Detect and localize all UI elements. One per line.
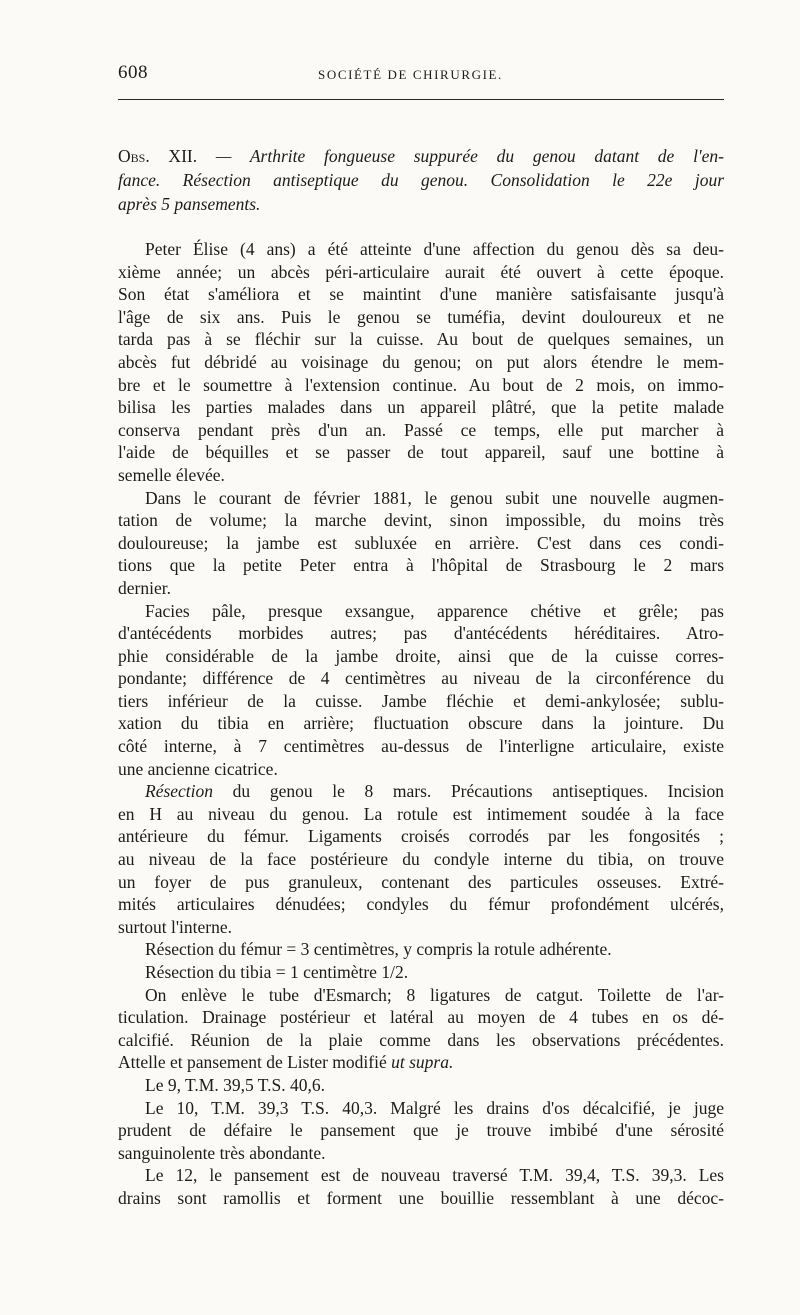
text-line: d'antécédents morbides autres; pas d'antécédents héréditaires. Atro-: [118, 623, 724, 644]
text-line: au niveau de la face postérieure du condyle interne du tibia, on trouve: [118, 849, 724, 870]
text-line: Le 10, T.M. 39,3 T.S. 40,3. Malgré les drains d'os décalcifié, je juge: [145, 1097, 724, 1118]
text-line: surtout l'interne.: [118, 916, 232, 937]
text-line: tions que la petite Peter entra à l'hôpital de Strasbourg le 2 mars: [118, 555, 724, 576]
text-line: prudent de défaire le pansement que je trouve imbibé d'une sérosité: [118, 1120, 724, 1141]
text-line: Le 12, le pansement est de nouveau traversé T.M. 39,4, T.S. 39,3. Les: [145, 1165, 724, 1186]
text-line: On enlève le tube d'Esmarch; 8 ligatures de catgut. Toilette de l'ar-: [145, 984, 724, 1005]
text-line: tation de volume; la marche devint, sinon impossible, du moins très: [118, 510, 724, 531]
observation-heading: [118, 144, 724, 216]
header-rule: [118, 99, 724, 100]
text-line: [118, 780, 724, 803]
text-line: douloureuse; la jambe est subluxée en arrière. C'est dans ces condi-: [118, 532, 724, 553]
text-line: sanguinolente très abondante.: [118, 1142, 326, 1163]
text-line: en H au niveau du genou. La rotule est intimement soudée à la face: [118, 803, 724, 824]
text-line: l'âge de six ans. Puis le genou se tuméfia, devint douloureux et ne: [118, 306, 724, 327]
text-line: antérieure du fémur. Ligaments croisés corrodés par les fongosités ;: [118, 826, 724, 847]
text-line: une ancienne cicatrice.: [118, 758, 278, 779]
text-line: mités articulaires dénudées; condyles du fémur profondément ulcérés,: [118, 894, 724, 915]
observation-heading-line: après 5 pansements.: [118, 194, 261, 214]
text-line: Peter Élise (4 ans) a été atteinte d'une affection du genou dès sa deu-: [145, 239, 724, 259]
text-line: côté interne, à 7 centimètres au-dessus de l'interligne articulaire, existe: [118, 736, 724, 757]
observation-heading-line: fance. Résection antiseptique du genou. Consolidation le 22e jour: [118, 170, 724, 190]
italic-phrase: ut supra.: [391, 1052, 454, 1073]
text-line: Résection du fémur = 3 centimètres, y compris la rotule adhérente.: [145, 939, 612, 960]
text-line: bre et le soumettre à l'extension continue. Au bout de 2 mois, on immo-: [118, 374, 724, 395]
text-line: Le 9, T.M. 39,5 T.S. 40,6.: [145, 1074, 326, 1095]
text-line: pondante; différence de 4 centimètres au niveau de la circonférence du: [118, 668, 724, 689]
text-line: Son état s'améliora et se maintint d'une manière satisfaisante jusqu'à: [118, 284, 724, 305]
observation-title-part: — Arthrite fongueuse suppurée du genou datant de l'en-: [215, 146, 725, 166]
observation-label: Obs. XII.: [118, 146, 198, 166]
text-line: Résection du tibia = 1 centimètre 1/2.: [145, 962, 409, 982]
italic-word: Résection: [145, 781, 214, 802]
text-line: un foyer de pus granuleux, contenant des particules osseuses. Extré-: [118, 871, 724, 892]
text-line: phie considérable de la jambe droite, ainsi que de la cuisse corres-: [118, 645, 724, 666]
text-line: conserva pendant près d'un an. Passé ce temps, elle put marcher à: [118, 419, 724, 440]
text-line: [118, 1051, 724, 1074]
text-fragment: Attelle et pansement de Lister modifié: [118, 1052, 387, 1073]
text-line: tiers inférieur de la cuisse. Jambe fléchie et demi-ankylosée; sublu-: [118, 690, 724, 711]
text-line: l'aide de béquilles et se passer de tout appareil, sauf une bottine à: [118, 442, 724, 463]
text-line: calcifié. Réunion de la plaie comme dans les observations précédentes.: [118, 1029, 724, 1050]
text-line: abcès fut débridé au voisinage du genou; on put alors étendre le mem-: [118, 351, 724, 372]
text-line: Dans le courant de février 1881, le genou subit une nouvelle augmen-: [145, 487, 724, 508]
observation-heading-line: [118, 144, 724, 168]
text-line: xation du tibia en arrière; fluctuation obscure dans la jointure. Du: [118, 713, 724, 734]
page-number: 608: [118, 62, 148, 83]
text-line: ticulation. Drainage postérieur et latéral au moyen de 4 tubes en os dé-: [118, 1007, 724, 1028]
text-line: semelle élevée.: [118, 464, 225, 485]
text-line: tarda pas à se fléchir sur la cuisse. Au bout de quelques semaines, un: [118, 329, 724, 350]
text-line: dernier.: [118, 577, 171, 598]
text-line: bilisa les parties malades dans un appareil plâtré, que la petite malade: [118, 397, 724, 418]
text-fragment: du genou le 8 mars. Précautions antiseptiques. Incision: [213, 781, 724, 802]
text-line: xième année; un abcès péri-articulaire aurait été ouvert à cette époque.: [118, 261, 724, 282]
text-line: drains sont ramollis et forment une bouillie ressemblant à une décoc-: [118, 1187, 724, 1208]
running-head: SOCIÉTÉ DE CHIRURGIE.: [318, 67, 503, 82]
page-header: [118, 62, 724, 88]
body-text: [118, 238, 724, 1210]
text-line: Facies pâle, presque exsangue, apparence chétive et grêle; pas: [145, 600, 724, 621]
